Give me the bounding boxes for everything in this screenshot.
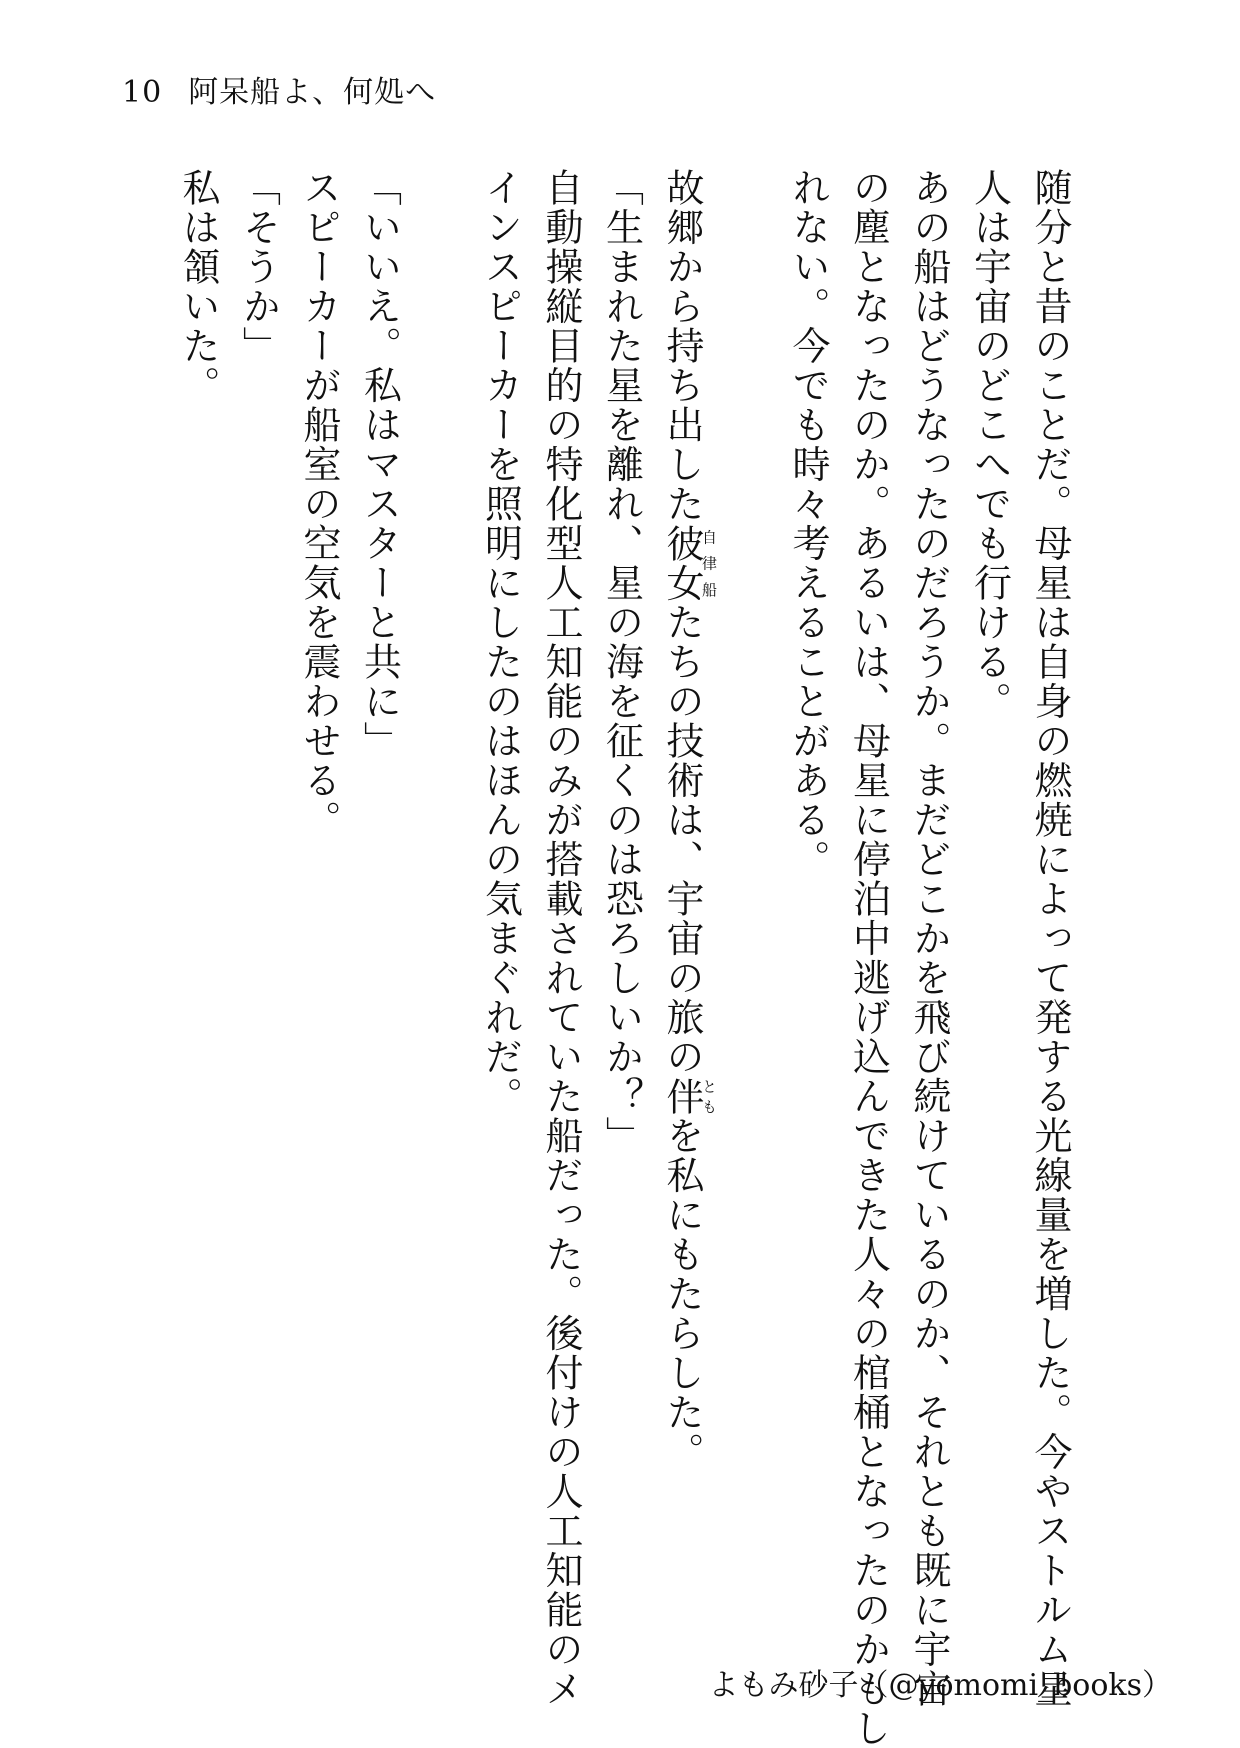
ruby-reading: 自律船 [700,523,718,603]
body-line: スピーカーが船室の空気を震わせる。 [297,168,341,840]
body-line: の塵となったのか。あるいは、母星に停泊中逃げ込んできた人々の棺桶となったのかもし [846,168,891,1748]
body-line: 「生まれた星を離れ、星の海を征くのは恐ろしいか？」 [599,168,644,1156]
ruby-reading: とも [700,1076,718,1116]
body-line: 人は宇宙のどこへでも行ける。 [967,168,1012,721]
ruby-annotation: 彼女自律船 [660,523,718,603]
page-number: 10 [122,75,163,110]
chapter-title: 阿呆船よ、何処へ [188,75,437,110]
author-credit: よもみ砂子（@yomomi_books） [708,1668,1172,1703]
body-line-with-ruby: 故郷から持ち出した彼女自律船たちの技術は、宇宙の旅の伴ともを私にもたらした。 [660,168,718,1472]
blank-line [717,168,778,1658]
body-line: 随分と昔のことだ。母星は自身の燃焼によって発する光線量を増した。今やストルム星 [1028,168,1072,1709]
blank-line [410,168,471,1658]
body-line: 「そうか」 [236,168,281,366]
body-line: あの船はどうなったのだろうか。まだどこかを飛び続けているのか、それとも既に宇宙 [907,168,951,1709]
page-header [122,68,436,118]
body-line: 私は頷いた。 [176,168,220,405]
body-line: 「いいえ。私はマスターと共に」 [357,168,402,761]
ruby-annotation: 伴とも [660,1076,718,1116]
body-line: インスピーカーを照明にしたのはほんの気まぐれだ。 [478,168,523,1116]
body-line: 自動操縦目的の特化型人工知能のみが搭載されていた船だった。後付けの人工知能のメ [539,168,583,1709]
body-line: れない。今でも時々考えることがある。 [786,168,830,879]
